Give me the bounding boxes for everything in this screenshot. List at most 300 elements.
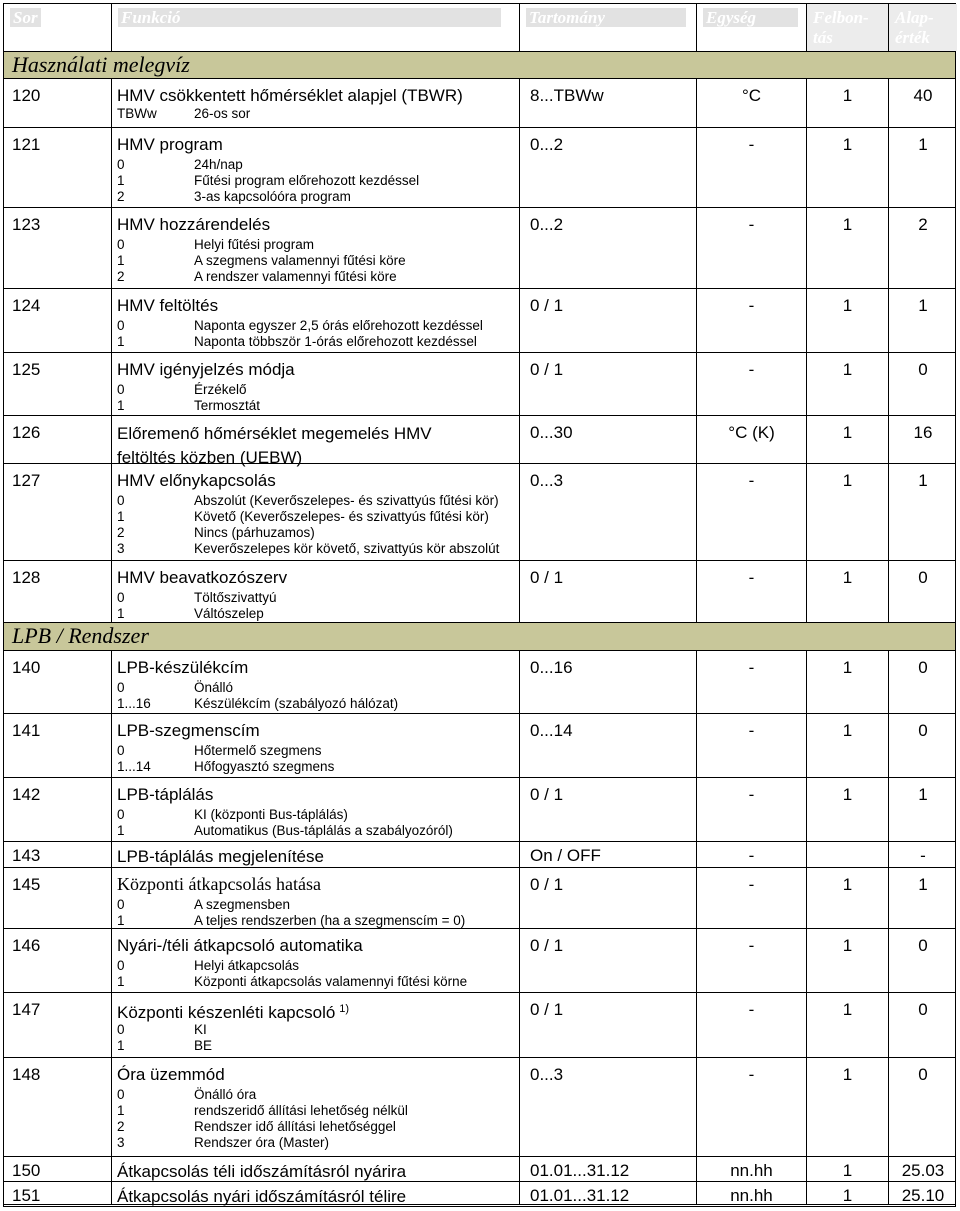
function-title: Átkapcsolás téli időszámításról nyárira xyxy=(117,1162,407,1181)
range-value: 0 / 1 xyxy=(530,360,564,379)
cell-alapertek xyxy=(889,1182,957,1204)
option-text: Önálló xyxy=(194,680,234,695)
option-value: 2 xyxy=(117,1119,125,1134)
cell-tartomany xyxy=(520,416,697,463)
row-number: 123 xyxy=(12,215,41,234)
unit-value: - xyxy=(748,721,755,740)
cell-tartomany xyxy=(520,868,697,928)
range-value: 01.01...31.12 xyxy=(530,1161,630,1180)
cell-funkcio xyxy=(112,842,520,867)
cell-funkcio xyxy=(112,561,520,622)
cell-felbontas xyxy=(807,778,889,841)
default-value: 2 xyxy=(918,215,928,234)
option-text: Keverőszelepes kör követő, szivattyús kör abszolút xyxy=(194,541,500,556)
default-value: 25.10 xyxy=(901,1186,945,1205)
cell-sor xyxy=(4,929,112,992)
option-text: A szegmensben xyxy=(194,897,291,912)
header-felbontas-label: Felbon- tás xyxy=(813,8,869,47)
table-row xyxy=(4,208,955,289)
header-funkcio xyxy=(112,4,520,51)
option-value: 0 xyxy=(117,680,125,695)
cell-funkcio xyxy=(112,714,520,777)
option-value: 0 xyxy=(117,897,125,912)
cell-alapertek xyxy=(889,1058,957,1156)
cell-felbontas xyxy=(807,208,889,288)
cell-egyseg xyxy=(697,416,807,463)
footnote-marker: 1) xyxy=(339,1003,350,1015)
range-value: 0 / 1 xyxy=(530,875,564,894)
cell-sor xyxy=(4,353,112,415)
option-value: 0 xyxy=(117,590,125,605)
cell-funkcio xyxy=(112,128,520,207)
cell-alapertek xyxy=(889,289,957,352)
cell-sor xyxy=(4,842,112,867)
option-value: 2 xyxy=(117,525,125,540)
function-title: HMV feltöltés xyxy=(117,296,219,315)
cell-sor xyxy=(4,79,112,127)
cell-sor xyxy=(4,993,112,1057)
range-value: 0...14 xyxy=(530,721,573,740)
cell-egyseg xyxy=(697,651,807,713)
table-row xyxy=(4,929,955,993)
function-title: Központi készenléti kapcsoló $^{1)}$ xyxy=(117,1003,350,1022)
cell-alapertek xyxy=(889,1157,957,1181)
table-row xyxy=(4,868,955,929)
option-value: 1 xyxy=(117,606,125,621)
cell-sor xyxy=(4,464,112,560)
header-egyseg-label: Egység xyxy=(703,8,798,27)
cell-tartomany xyxy=(520,1157,697,1181)
range-value: 0 / 1 xyxy=(530,568,564,587)
option-value: 1 xyxy=(117,253,125,268)
option-text: Termosztát xyxy=(194,398,261,413)
header-egyseg xyxy=(697,4,807,51)
default-value: 0 xyxy=(918,936,928,955)
function-title: Óra üzemmód xyxy=(117,1065,225,1084)
function-title: Központi átkapcsolás hatása xyxy=(117,874,321,894)
cell-felbontas xyxy=(807,128,889,207)
option-value: 3 xyxy=(117,1135,125,1150)
cell-egyseg xyxy=(697,1058,807,1156)
resolution-value: 1 xyxy=(842,1186,853,1205)
option-value: 2 xyxy=(117,269,125,284)
range-value: 01.01...31.12 xyxy=(530,1186,630,1205)
option-value: 1 xyxy=(117,334,125,349)
function-title: HMV előnykapcsolás xyxy=(117,471,276,490)
cell-egyseg xyxy=(697,561,807,622)
option-text: Naponta többször 1-órás előrehozott kezdéssel xyxy=(194,334,477,349)
cell-sor xyxy=(4,1182,112,1204)
row-number: 143 xyxy=(12,846,41,865)
unit-value: - xyxy=(748,568,755,587)
header-tartomany-label: Tartomány xyxy=(526,8,686,27)
cell-sor xyxy=(4,289,112,352)
cell-alapertek xyxy=(889,993,957,1057)
default-value: 0 xyxy=(918,1000,928,1019)
cell-tartomany xyxy=(520,842,697,867)
cell-sor xyxy=(4,714,112,777)
cell-funkcio xyxy=(112,929,520,992)
cell-egyseg xyxy=(697,208,807,288)
default-value: 1 xyxy=(918,471,928,490)
table-row xyxy=(4,128,955,208)
option-text: A teljes rendszerben (ha a szegmenscím = 0) xyxy=(194,913,466,928)
default-value: 16 xyxy=(913,423,933,442)
resolution-value: 1 xyxy=(842,215,853,234)
resolution-value: 1 xyxy=(842,658,853,677)
cell-tartomany xyxy=(520,353,697,415)
table-row xyxy=(4,464,955,561)
cell-funkcio xyxy=(112,1182,520,1204)
function-title: LPB-készülékcím xyxy=(117,658,249,677)
range-value: 0...2 xyxy=(530,135,564,154)
cell-funkcio xyxy=(112,464,520,560)
range-value: 0 / 1 xyxy=(530,936,564,955)
option-text: Rendszer óra (Master) xyxy=(194,1135,330,1150)
cell-felbontas xyxy=(807,1058,889,1156)
default-value: 1 xyxy=(918,785,928,804)
option-value: 1 xyxy=(117,173,125,188)
unit-value: - xyxy=(748,296,755,315)
row-number: 150 xyxy=(12,1161,41,1180)
table-row xyxy=(4,778,955,842)
option-text: Helyi átkapcsolás xyxy=(194,958,300,973)
option-value: 1 xyxy=(117,509,125,524)
cell-felbontas xyxy=(807,1157,889,1181)
option-text: rendszeridő állítási lehetőség nélkül xyxy=(194,1103,408,1118)
option-value: 0 xyxy=(117,1022,125,1037)
option-text: 24h/nap xyxy=(194,157,243,172)
header-sor xyxy=(4,4,112,51)
row-number: 147 xyxy=(12,1000,41,1019)
cell-tartomany xyxy=(520,778,697,841)
option-value: 2 xyxy=(117,189,125,204)
cell-felbontas xyxy=(807,714,889,777)
row-number: 141 xyxy=(12,721,41,740)
row-number: 145 xyxy=(12,875,41,894)
table-header xyxy=(4,4,955,52)
unit-value: - xyxy=(748,936,755,955)
cell-alapertek xyxy=(889,208,957,288)
cell-felbontas xyxy=(807,464,889,560)
option-text: Töltőszivattyú xyxy=(194,590,277,605)
cell-egyseg xyxy=(697,929,807,992)
unit-value: - xyxy=(748,215,755,234)
option-value: 3 xyxy=(117,541,125,556)
option-value: 0 xyxy=(117,1087,125,1102)
default-value: 0 xyxy=(918,1065,928,1084)
default-value: 0 xyxy=(918,658,928,677)
row-number: 120 xyxy=(12,86,41,105)
cell-funkcio xyxy=(112,778,520,841)
resolution-value: 1 xyxy=(842,423,853,442)
option-text: A szegmens valamennyi fűtési köre xyxy=(194,253,406,268)
resolution-value: 1 xyxy=(842,296,853,315)
cell-egyseg xyxy=(697,79,807,127)
cell-alapertek xyxy=(889,128,957,207)
row-number: 146 xyxy=(12,936,41,955)
resolution-value: 1 xyxy=(842,568,853,587)
resolution-value: 1 xyxy=(842,1000,853,1019)
table-row xyxy=(4,1182,955,1205)
cell-egyseg xyxy=(697,868,807,928)
cell-sor xyxy=(4,1058,112,1156)
cell-alapertek xyxy=(889,353,957,415)
section-title: LPB / Rendszer xyxy=(12,623,149,648)
range-value: 0...2 xyxy=(530,215,564,234)
option-text: A rendszer valamennyi fűtési köre xyxy=(194,269,397,284)
cell-alapertek xyxy=(889,464,957,560)
option-text: Váltószelep xyxy=(194,606,264,621)
table-row xyxy=(4,1157,955,1182)
range-value: 0...16 xyxy=(530,658,573,677)
cell-funkcio xyxy=(112,208,520,288)
unit-value: - xyxy=(748,846,755,865)
row-number: 126 xyxy=(12,423,41,442)
cell-egyseg xyxy=(697,289,807,352)
cell-tartomany xyxy=(520,1058,697,1156)
function-title: Átkapcsolás nyári időszámításról télire xyxy=(117,1187,407,1206)
parameter-table xyxy=(3,3,956,1207)
cell-tartomany xyxy=(520,208,697,288)
table-row xyxy=(4,561,955,623)
cell-egyseg xyxy=(697,993,807,1057)
option-text: Készülékcím (szabályozó hálózat) xyxy=(194,696,399,711)
cell-felbontas xyxy=(807,416,889,463)
cell-sor xyxy=(4,416,112,463)
cell-egyseg xyxy=(697,778,807,841)
section-title: Használati melegvíz xyxy=(12,52,190,77)
option-value: 1 xyxy=(117,823,125,838)
cell-alapertek xyxy=(889,842,957,867)
option-text: BE xyxy=(194,1038,213,1053)
option-value: 0 xyxy=(117,382,125,397)
section-header xyxy=(4,52,955,79)
header-funkcio-label: Funkció xyxy=(118,8,501,27)
option-text: 26-os sor xyxy=(194,106,251,121)
table-row xyxy=(4,416,955,467)
option-value: 0 xyxy=(117,318,125,333)
unit-value: nn.hh xyxy=(730,1186,773,1205)
cell-alapertek xyxy=(889,561,957,622)
resolution-value: 1 xyxy=(842,1161,853,1180)
option-value: 1 xyxy=(117,1103,125,1118)
cell-felbontas xyxy=(807,993,889,1057)
cell-felbontas xyxy=(807,353,889,415)
option-text: Érzékelő xyxy=(194,382,247,397)
option-text: 3-as kapcsolóóra program xyxy=(194,189,351,204)
option-value: 1...14 xyxy=(117,759,151,774)
resolution-value: 1 xyxy=(842,135,853,154)
cell-felbontas xyxy=(807,842,889,867)
cell-tartomany xyxy=(520,1182,697,1204)
cell-felbontas xyxy=(807,651,889,713)
cell-alapertek xyxy=(889,929,957,992)
cell-alapertek xyxy=(889,416,957,463)
cell-egyseg xyxy=(697,1157,807,1181)
unit-value: °C (K) xyxy=(728,423,775,442)
cell-tartomany xyxy=(520,128,697,207)
function-title: HMV beavatkozószerv xyxy=(117,568,288,587)
cell-egyseg xyxy=(697,842,807,867)
default-value: - xyxy=(920,846,926,865)
cell-felbontas xyxy=(807,868,889,928)
cell-egyseg xyxy=(697,128,807,207)
table-row xyxy=(4,993,955,1058)
unit-value: - xyxy=(748,471,755,490)
option-text: Naponta egyszer 2,5 órás előrehozott kezdéssel xyxy=(194,318,483,333)
option-value: 1...16 xyxy=(117,696,151,711)
cell-sor xyxy=(4,208,112,288)
cell-felbontas xyxy=(807,929,889,992)
cell-felbontas xyxy=(807,561,889,622)
row-number: 148 xyxy=(12,1065,41,1084)
row-number: 121 xyxy=(12,135,41,154)
cell-tartomany xyxy=(520,651,697,713)
default-value: 1 xyxy=(918,296,928,315)
option-value: 0 xyxy=(117,493,125,508)
option-text: KI (központi Bus-táplálás) xyxy=(194,807,348,822)
table-row xyxy=(4,79,955,128)
cell-funkcio xyxy=(112,79,520,127)
unit-value: nn.hh xyxy=(730,1161,773,1180)
cell-sor xyxy=(4,561,112,622)
unit-value: - xyxy=(748,875,755,894)
row-number: 125 xyxy=(12,360,41,379)
header-felbontas xyxy=(807,4,889,51)
section-header xyxy=(4,623,955,651)
resolution-value: 1 xyxy=(842,875,853,894)
resolution-value: 1 xyxy=(842,471,853,490)
option-value: 0 xyxy=(117,237,125,252)
cell-felbontas xyxy=(807,1182,889,1204)
option-text: Fűtési program előrehozott kezdéssel xyxy=(194,173,420,188)
range-value: 0...3 xyxy=(530,471,564,490)
option-value: 1 xyxy=(117,398,125,413)
resolution-value: 1 xyxy=(842,936,853,955)
function-title: LPB-táplálás megjelenítése xyxy=(117,847,324,866)
table-row xyxy=(4,651,955,714)
table-row xyxy=(4,714,955,778)
cell-funkcio xyxy=(112,416,520,467)
unit-value: - xyxy=(748,135,755,154)
function-title: HMV hozzárendelés xyxy=(117,215,271,234)
option-value: 0 xyxy=(117,807,125,822)
option-text: Önálló óra xyxy=(194,1087,257,1102)
row-number: 140 xyxy=(12,658,41,677)
option-text: Követő (Keverőszelepes- és szivattyús fűtési kör) xyxy=(194,509,489,524)
cell-funkcio xyxy=(112,868,520,928)
unit-value: - xyxy=(748,785,755,804)
row-number: 151 xyxy=(12,1186,41,1205)
header-alapertek-label: Alap- érték xyxy=(895,8,934,47)
header-alapertek xyxy=(889,4,957,51)
default-value: 0 xyxy=(918,568,928,587)
range-value: 0...3 xyxy=(530,1065,564,1084)
cell-sor xyxy=(4,128,112,207)
cell-egyseg xyxy=(697,464,807,560)
option-text: Hőtermelő szegmens xyxy=(194,743,322,758)
option-value: 0 xyxy=(117,743,125,758)
cell-egyseg xyxy=(697,714,807,777)
option-text: Automatikus (Bus-táplálás a szabályozóról) xyxy=(194,823,453,838)
cell-tartomany xyxy=(520,464,697,560)
unit-value: - xyxy=(748,1000,755,1019)
range-value: 0...30 xyxy=(530,423,573,442)
range-value: 0 / 1 xyxy=(530,785,564,804)
option-text: Abszolút (Keverőszelepes- és szivattyús fűtési kör) xyxy=(194,493,499,508)
cell-tartomany xyxy=(520,714,697,777)
unit-value: - xyxy=(748,658,755,677)
row-number: 124 xyxy=(12,296,41,315)
range-value: 0 / 1 xyxy=(530,1000,564,1019)
default-value: 1 xyxy=(918,875,928,894)
cell-funkcio xyxy=(112,651,520,713)
cell-felbontas xyxy=(807,289,889,352)
cell-tartomany xyxy=(520,929,697,992)
row-number: 128 xyxy=(12,568,41,587)
row-number: 142 xyxy=(12,785,41,804)
option-value: 1 xyxy=(117,1038,125,1053)
default-value: 25.03 xyxy=(901,1161,945,1180)
cell-felbontas xyxy=(807,79,889,127)
cell-sor xyxy=(4,778,112,841)
default-value: 0 xyxy=(918,721,928,740)
option-text: Hőfogyasztó szegmens xyxy=(194,759,335,774)
cell-sor xyxy=(4,651,112,713)
range-value: 0 / 1 xyxy=(530,296,564,315)
cell-sor xyxy=(4,868,112,928)
cell-alapertek xyxy=(889,778,957,841)
resolution-value: 1 xyxy=(842,360,853,379)
option-value: 0 xyxy=(117,958,125,973)
cell-funkcio xyxy=(112,353,520,415)
function-title: Előremenő hőmérséklet megemelés HMV feltöltés közben (UEBW) xyxy=(117,424,432,467)
table-row xyxy=(4,1058,955,1157)
cell-sor xyxy=(4,1157,112,1181)
cell-egyseg xyxy=(697,1182,807,1204)
option-text: Rendszer idő állítási lehetőséggel xyxy=(194,1119,396,1134)
cell-tartomany xyxy=(520,289,697,352)
header-sor-label: Sor xyxy=(10,8,41,27)
cell-tartomany xyxy=(520,561,697,622)
function-title: HMV csökkentett hőmérséklet alapjel (TBWR) xyxy=(117,86,463,105)
resolution-value: 1 xyxy=(842,785,853,804)
unit-value: - xyxy=(748,1065,755,1084)
range-value: 8...TBWw xyxy=(530,86,604,105)
table-row xyxy=(4,353,955,416)
cell-funkcio xyxy=(112,1157,520,1181)
range-value: On / OFF xyxy=(530,846,601,865)
option-text: Helyi fűtési program xyxy=(194,237,315,252)
table-row xyxy=(4,289,955,353)
table-row xyxy=(4,842,955,868)
cell-alapertek xyxy=(889,651,957,713)
default-value: 1 xyxy=(918,135,928,154)
function-title: HMV program xyxy=(117,135,223,154)
option-value: 1 xyxy=(117,913,125,928)
function-title: Nyári-/téli átkapcsoló automatika xyxy=(117,936,363,955)
function-title: LPB-szegmenscím xyxy=(117,721,260,740)
resolution-value: 1 xyxy=(842,86,853,105)
default-value: 40 xyxy=(913,86,933,105)
option-text: KI xyxy=(194,1022,207,1037)
option-value: TBWw xyxy=(117,106,157,121)
cell-alapertek xyxy=(889,714,957,777)
cell-funkcio xyxy=(112,289,520,352)
option-text: Központi átkapcsolás valamennyi fűtési körne xyxy=(194,974,468,989)
resolution-value: 1 xyxy=(842,1065,853,1084)
